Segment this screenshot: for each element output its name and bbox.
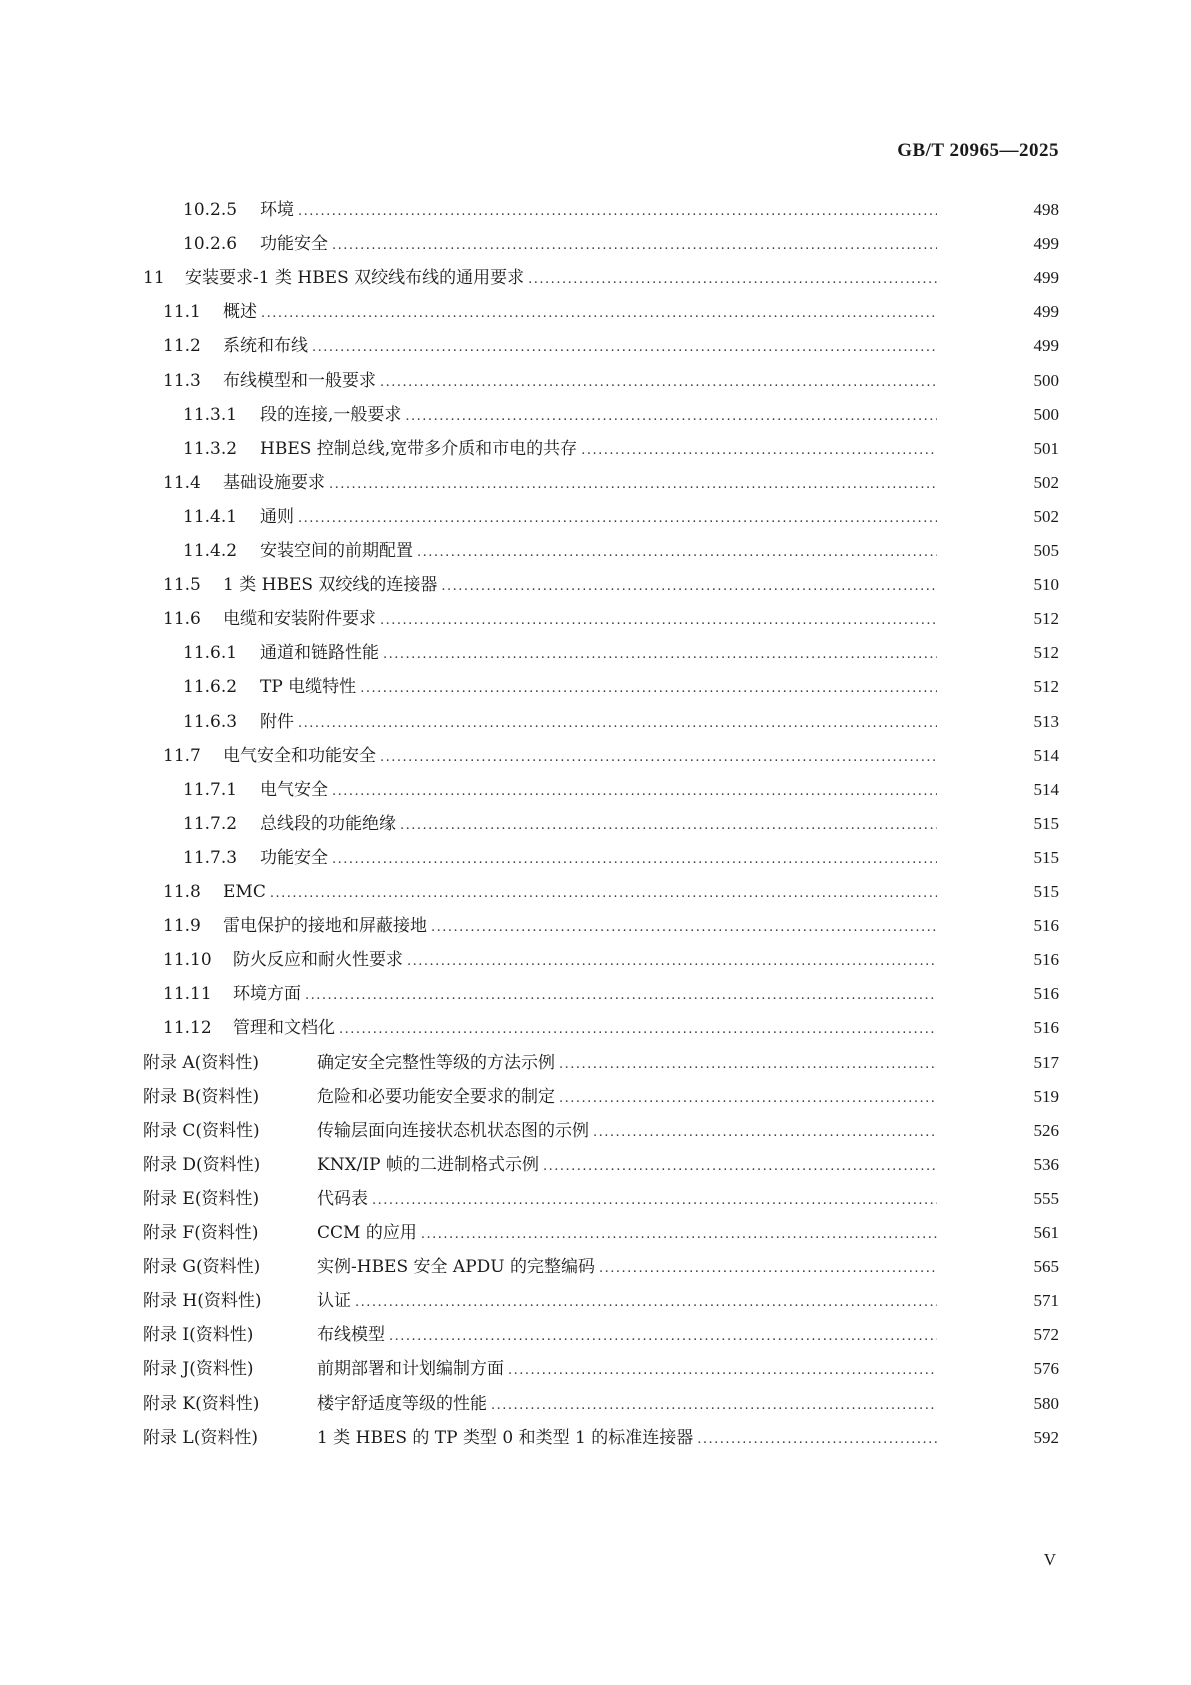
toc-entry-number: 11.5	[163, 575, 201, 596]
toc-entry[interactable]	[0, 260, 1191, 296]
toc-entry[interactable]	[0, 1283, 1191, 1319]
toc-entry-title: 附件	[260, 711, 294, 732]
toc-entry-page: 512	[1033, 677, 1059, 697]
toc-dot-leader	[332, 774, 937, 810]
toc-entry-body	[260, 635, 937, 673]
toc-entry-body	[223, 363, 937, 401]
toc-entry-title: 楼宇舒适度等级的性能	[317, 1393, 487, 1414]
toc-entry-body	[260, 840, 937, 878]
toc-dot-leader	[298, 706, 937, 742]
page-number: V	[1043, 1550, 1056, 1569]
toc-entry-body	[317, 1386, 937, 1424]
toc-dot-leader	[528, 262, 937, 298]
toc-entry[interactable]	[0, 567, 1191, 603]
toc-entry-body	[317, 1113, 937, 1151]
toc-entry-number: 附录 B(资料性)	[143, 1086, 260, 1107]
toc-entry-page: 561	[1033, 1223, 1059, 1242]
toc-entry-page: 498	[1033, 200, 1059, 219]
toc-entry-title: 布线模型和一般要求	[223, 370, 376, 391]
toc-entry-body	[260, 533, 937, 571]
toc-dot-leader	[261, 296, 937, 332]
toc-entry-body	[260, 806, 937, 844]
toc-entry-body	[260, 772, 937, 810]
toc-entry-body	[223, 908, 937, 946]
toc-entry-body	[317, 1215, 937, 1253]
toc-entry-number: 11.9	[163, 916, 201, 937]
toc-entry[interactable]	[0, 806, 1191, 842]
toc-dot-leader	[431, 910, 937, 946]
toc-dot-leader	[332, 228, 937, 264]
toc-entry-body	[223, 738, 937, 776]
toc-entry-title: 传输层面向连接状态机状态图的示例	[317, 1120, 589, 1141]
toc-entry-page: 565	[1033, 1257, 1059, 1277]
toc-entry-number: 11.8	[163, 882, 201, 902]
toc-entry-number: 11.7.1	[183, 779, 238, 800]
toc-entry-title: HBES 控制总线,宽带多介质和市电的共存	[260, 438, 578, 459]
toc-entry-number: 10.2.6	[183, 234, 238, 255]
toc-dot-leader	[305, 978, 937, 1014]
toc-entry-body	[317, 1351, 937, 1389]
toc-entry-page: 592	[1033, 1427, 1059, 1447]
toc-entry-page: 515	[1033, 847, 1059, 867]
toc-entry-body	[233, 1010, 937, 1048]
toc-dot-leader	[298, 194, 937, 230]
toc-entry-number: 11.7	[163, 745, 201, 766]
toc-entry-number: 11.6	[163, 609, 201, 630]
toc-entry-number: 附录 F(资料性)	[143, 1223, 259, 1243]
toc-entry-title: 功能安全	[260, 847, 328, 868]
toc-entry-title: 环境方面	[233, 984, 301, 1005]
toc-entry-number: 附录 H(资料性)	[143, 1291, 262, 1312]
toc-entry-number: 11.3	[163, 370, 201, 391]
toc-entry-title: 1 类 HBES 的 TP 类型 0 和类型 1 的标准连接器	[317, 1427, 694, 1448]
toc-entry-number: 附录 J(资料性)	[143, 1359, 254, 1380]
toc-entry-title: 安装要求-1 类 HBES 双绞线布线的通用要求	[185, 268, 525, 289]
toc-dot-leader	[559, 1081, 937, 1117]
toc-entry-number: 11.6.2	[183, 677, 238, 698]
toc-entry-page: 500	[1033, 404, 1059, 424]
toc-entry-title: 前期部署和计划编制方面	[317, 1359, 504, 1380]
toc-entry-number: 附录 D(资料性)	[143, 1154, 261, 1175]
toc-entry-title: 段的连接,一般要求	[260, 404, 402, 425]
toc-entry-body	[223, 874, 937, 912]
toc-entry-page: 517	[1033, 1052, 1059, 1072]
toc-entry-number: 10.2.5	[183, 200, 238, 220]
toc-entry[interactable]	[0, 226, 1191, 262]
toc-entry[interactable]	[0, 976, 1191, 1012]
toc-entry-title: 防火反应和耐火性要求	[233, 950, 403, 971]
toc-entry-body	[260, 669, 937, 707]
toc-entry[interactable]	[0, 363, 1191, 399]
toc-dot-leader	[599, 1251, 937, 1287]
toc-dot-leader	[332, 842, 937, 878]
toc-entry-page: 499	[1033, 336, 1059, 356]
toc-entry[interactable]	[0, 294, 1191, 330]
toc-entry[interactable]	[0, 1420, 1191, 1456]
toc-entry-title: KNX/IP 帧的二进制格式示例	[317, 1154, 539, 1175]
toc-entry-body	[223, 294, 937, 332]
toc-entry-number: 11.6.1	[183, 643, 238, 664]
toc-entry-body	[317, 1147, 937, 1185]
toc-entry-page: 499	[1033, 234, 1059, 254]
toc-entry-page: 580	[1033, 1393, 1059, 1413]
toc-entry-page: 572	[1033, 1325, 1059, 1345]
toc-entry-title: CCM 的应用	[317, 1223, 417, 1243]
toc-dot-leader	[421, 1217, 937, 1253]
toc-entry-number: 11.12	[163, 1018, 212, 1039]
toc-entry-title: 实例-HBES 安全 APDU 的完整编码	[317, 1257, 596, 1278]
toc-dot-leader	[360, 671, 937, 707]
toc-entry[interactable]	[0, 942, 1191, 978]
toc-entry-title: 雷电保护的接地和屏蔽接地	[223, 916, 427, 937]
toc-entry-page: 526	[1033, 1120, 1059, 1140]
toc-entry[interactable]	[0, 704, 1191, 740]
toc-entry-body	[260, 226, 937, 264]
toc-entry-page: 513	[1033, 711, 1059, 731]
toc-entry-page: 512	[1033, 643, 1059, 663]
toc-entry-title: 确定安全完整性等级的方法示例	[317, 1052, 555, 1073]
toc-entry-number: 11.7.3	[183, 847, 238, 868]
toc-entry[interactable]	[0, 1113, 1191, 1149]
toc-entry-page: 519	[1033, 1086, 1059, 1106]
toc-entry-number: 11.1	[163, 302, 201, 323]
toc-entry-title: 通则	[260, 506, 294, 527]
toc-entry[interactable]	[0, 533, 1191, 569]
toc-entry-page: 516	[1033, 1018, 1059, 1038]
toc-dot-leader	[543, 1149, 937, 1185]
toc-dot-leader	[270, 876, 937, 912]
toc-entry[interactable]	[0, 431, 1191, 467]
toc-dot-leader	[441, 569, 937, 605]
toc-entry-number: 11.2	[163, 336, 201, 357]
toc-entry[interactable]	[0, 1045, 1191, 1081]
toc-entry[interactable]	[0, 738, 1191, 774]
toc-entry-page: 516	[1033, 984, 1059, 1004]
toc-entry[interactable]	[0, 1317, 1191, 1353]
toc-entry-body	[260, 192, 937, 230]
toc-entry-title: TP 电缆特性	[260, 677, 357, 698]
toc-entry-number: 附录 G(资料性)	[143, 1257, 261, 1278]
toc-entry[interactable]	[0, 772, 1191, 808]
toc-entry-number: 11.4.2	[183, 541, 238, 561]
toc-entry[interactable]	[0, 874, 1191, 910]
toc-dot-leader	[697, 1422, 937, 1458]
toc-entry-body	[260, 397, 937, 435]
toc-entry-body	[317, 1181, 937, 1219]
toc-dot-leader	[581, 433, 937, 469]
toc-entry[interactable]	[0, 840, 1191, 876]
toc-entry-body	[317, 1079, 937, 1117]
toc-entry[interactable]	[0, 908, 1191, 944]
toc-entry[interactable]	[0, 397, 1191, 433]
toc-dot-leader	[400, 808, 937, 844]
toc-entry-number: 11	[143, 268, 165, 289]
toc-entry-page: 500	[1033, 370, 1059, 390]
toc-entry-title: 环境	[260, 200, 294, 220]
toc-entry-page: 505	[1033, 541, 1059, 560]
toc-dot-leader	[559, 1047, 937, 1083]
toc-entry[interactable]	[0, 669, 1191, 705]
toc-entry-page: 499	[1033, 302, 1059, 322]
toc-dot-leader	[380, 603, 937, 639]
toc-dot-leader	[372, 1183, 937, 1219]
toc-entry-title: 安装空间的前期配置	[260, 541, 413, 561]
toc-entry[interactable]	[0, 499, 1191, 535]
toc-entry-body	[223, 567, 937, 605]
toc-dot-leader	[298, 501, 937, 537]
toc-entry-number: 11.6.3	[183, 711, 238, 732]
toc-entry-title: 电缆和安装附件要求	[223, 609, 376, 630]
toc-entry-title: 危险和必要功能安全要求的制定	[317, 1086, 555, 1107]
toc-entry[interactable]	[0, 1249, 1191, 1285]
toc-entry-title: 基础设施要求	[223, 472, 325, 493]
toc-entry[interactable]	[0, 1147, 1191, 1183]
toc-entry-page: 502	[1033, 506, 1059, 526]
toc-entry-page: 571	[1033, 1291, 1059, 1311]
toc-entry[interactable]	[0, 465, 1191, 501]
toc-entry-number: 附录 E(资料性)	[143, 1188, 260, 1209]
toc-entry-body	[260, 499, 937, 537]
toc-entry-title: 1 类 HBES 双绞线的连接器	[223, 575, 438, 596]
toc-entry-page: 516	[1033, 950, 1059, 970]
toc-entry-number: 11.7.2	[183, 813, 238, 834]
toc-entry[interactable]	[0, 1181, 1191, 1217]
toc-entry-page: 502	[1033, 472, 1059, 492]
toc-entry-page: 515	[1033, 882, 1059, 901]
toc-entry-number: 11.3.1	[183, 404, 238, 425]
toc-entry-page: 576	[1033, 1359, 1059, 1379]
toc-entry-page: 516	[1033, 916, 1059, 936]
toc-entry-number: 11.4	[163, 472, 201, 493]
toc-entry-title: EMC	[223, 882, 266, 902]
toc-dot-leader	[312, 330, 937, 366]
toc-dot-leader	[407, 944, 937, 980]
toc-entry-number: 附录 I(资料性)	[143, 1325, 254, 1346]
toc-entry-title: 电气安全	[260, 779, 328, 800]
toc-dot-leader	[491, 1388, 937, 1424]
toc-entry-title: 功能安全	[260, 234, 328, 255]
toc-dot-leader	[508, 1353, 937, 1389]
toc-entry-page: 499	[1033, 268, 1059, 288]
toc-entry-page: 536	[1033, 1154, 1059, 1174]
toc-entry-title: 认证	[317, 1291, 351, 1312]
toc-entry-page: 515	[1033, 813, 1059, 833]
toc-entry-number: 11.11	[163, 984, 212, 1005]
toc-entry-body	[233, 976, 937, 1014]
toc-entry-body	[260, 431, 937, 469]
toc-entry-body	[233, 942, 937, 980]
toc-dot-leader	[417, 535, 937, 571]
toc-dot-leader	[383, 637, 937, 673]
toc-entry[interactable]	[0, 192, 1191, 228]
toc-entry-title: 管理和文档化	[233, 1018, 335, 1039]
toc-entry[interactable]	[0, 1079, 1191, 1115]
toc-entry-body	[223, 328, 937, 366]
toc-dot-leader	[380, 365, 937, 401]
toc-entry-body	[185, 260, 937, 298]
toc-entry[interactable]	[0, 1386, 1191, 1422]
toc-entry-page: 514	[1033, 779, 1059, 799]
toc-dot-leader	[389, 1319, 937, 1355]
toc-entry-body	[317, 1249, 937, 1287]
toc-dot-leader	[355, 1285, 937, 1321]
toc-dot-leader	[405, 399, 937, 435]
toc-entry-number: 附录 A(资料性)	[143, 1052, 259, 1073]
toc-entry-number: 11.4.1	[183, 506, 238, 527]
toc-entry[interactable]	[0, 601, 1191, 637]
toc-entry-number: 11.3.2	[183, 438, 238, 459]
toc-entry[interactable]	[0, 328, 1191, 364]
toc-entry-title: 系统和布线	[223, 336, 308, 357]
toc-entry-body	[260, 704, 937, 742]
toc-entry-page: 514	[1033, 745, 1059, 765]
toc-entry-title: 通道和链路性能	[260, 643, 379, 664]
toc-dot-leader	[593, 1115, 937, 1151]
toc-entry-title: 概述	[223, 302, 257, 323]
toc-entry-body	[223, 465, 937, 503]
toc-entry-title: 总线段的功能绝缘	[260, 813, 396, 834]
toc-entry-body	[317, 1045, 937, 1083]
toc-entry-page: 510	[1033, 575, 1059, 595]
toc-entry-title: 电气安全和功能安全	[223, 745, 376, 766]
toc-entry[interactable]	[0, 1351, 1191, 1387]
toc-entry-page: 512	[1033, 609, 1059, 629]
toc-entry-page: 501	[1033, 438, 1059, 458]
toc-entry[interactable]	[0, 635, 1191, 671]
toc-entry-body	[223, 601, 937, 639]
toc-entry-number: 附录 K(资料性)	[143, 1393, 260, 1414]
toc-entry-number: 附录 L(资料性)	[143, 1427, 258, 1448]
toc-dot-leader	[329, 467, 937, 503]
standard-code: GB/T 20965—2025	[897, 140, 1059, 161]
toc-entry-page: 555	[1033, 1188, 1059, 1208]
toc-entry-number: 11.10	[163, 950, 212, 971]
toc-entry-title: 代码表	[317, 1188, 368, 1209]
toc-dot-leader	[380, 740, 937, 776]
toc-entry-body	[317, 1420, 937, 1458]
toc-entry-body	[317, 1283, 937, 1321]
toc-entry[interactable]	[0, 1215, 1191, 1251]
toc-entry-number: 附录 C(资料性)	[143, 1120, 260, 1141]
toc-entry-title: 布线模型	[317, 1325, 385, 1346]
toc-entry[interactable]	[0, 1010, 1191, 1046]
toc-dot-leader	[339, 1012, 937, 1048]
toc-entry-body	[317, 1317, 937, 1355]
